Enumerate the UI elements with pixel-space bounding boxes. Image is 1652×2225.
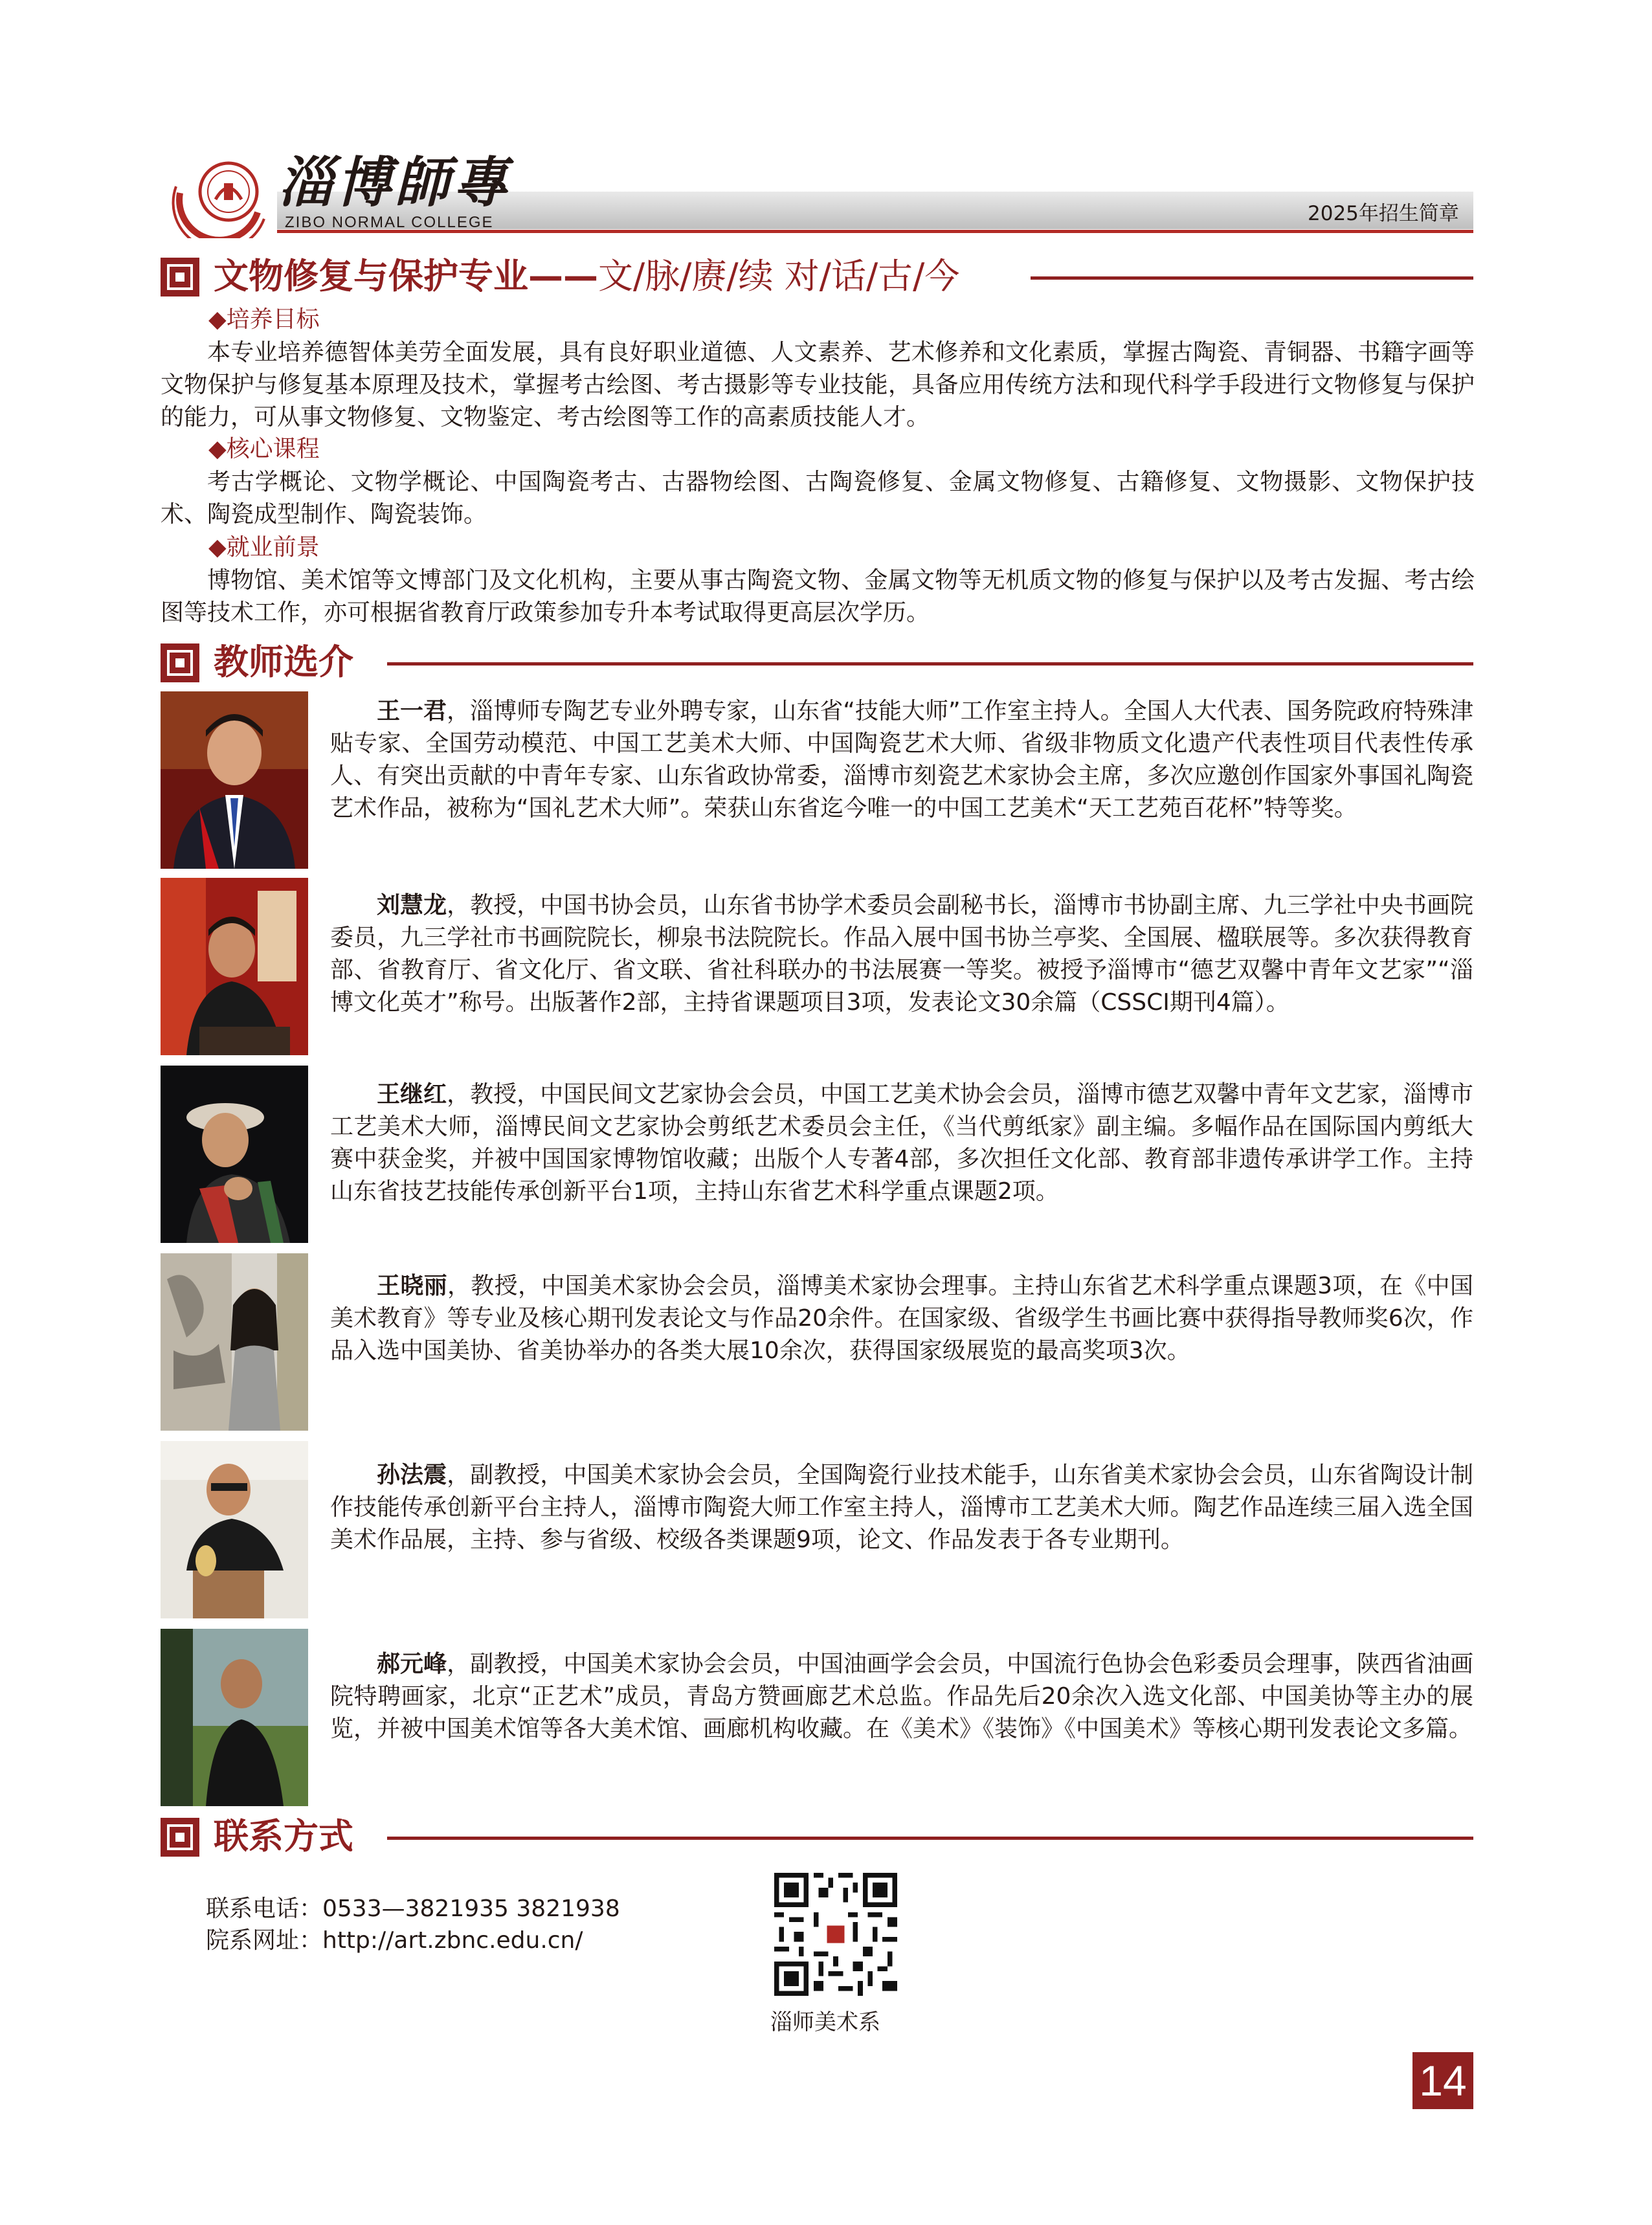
teacher-bio: 王继红，教授，中国民间文艺家协会会员，中国工艺美术协会会员，淄博市德艺双馨中青年文艺家，淄博市工艺美术大师，淄博民间文艺家协会剪纸艺术委员会主任，《当代剪纸家》副主编。多幅作品在国际国内剪纸大赛中获金奖，并被中国国家博物馆收藏；出版个人专著4部，多次担任文化部、教育部非遗传承讲学工作。主持山东省技艺技能传承创新平台1项，主持山东省艺术科学重点课题2项。: [330, 1081, 1473, 1205]
teacher-name: 王晓丽: [377, 1273, 447, 1299]
section-icon: [161, 643, 199, 682]
job-text: 博物馆、美术馆等文博部门及文化机构，主要从事古陶瓷文物、金属文物等无机质文物的修复与保护以及考古发掘、考古绘图等技术工作，亦可根据省教育厅政策参加专升本考试取得更高层次学历。: [161, 567, 1475, 626]
teacher-photo: [161, 878, 308, 1055]
course-text: 考古学概论、文物学概论、中国陶瓷考古、古器物绘图、古陶瓷修复、金属文物修复、古籍修复、文物摄影、文物保护技术、陶瓷成型制作、陶瓷装饰。: [161, 469, 1475, 528]
college-emblem-icon: [167, 148, 277, 238]
college-logo-english: ZIBO NORMAL COLLEGE: [285, 214, 494, 231]
course-heading: ◆核心课程: [208, 436, 320, 462]
section-rule: [1031, 276, 1473, 280]
page-number: 14: [1412, 2052, 1473, 2109]
teacher-name: 王一君: [377, 698, 447, 724]
teacher-photo: [161, 1441, 308, 1618]
section-icon: [161, 258, 199, 296]
contact-website[interactable]: 院系网址：http://art.zbnc.edu.cn/: [206, 1927, 583, 1954]
teacher-name: 王继红: [377, 1081, 447, 1108]
contact-title: 联系方式: [214, 1816, 353, 1857]
teacher-bio: 郝元峰，副教授，中国美术家协会会员，中国油画学会会员，中国流行色协会色彩委员会理事，陕西省油画院特聘画家，北京“正艺术”成员，青岛方赞画廊艺术总监。作品先后20余次入选文化部、中国美协等主办的展览，并被中国美术馆等各大美术馆、画廊机构收藏。在《美术》《装饰》《中国美术》等核心期刊发表论文多篇。: [330, 1651, 1473, 1742]
job-heading: ◆就业前景: [208, 534, 320, 561]
teacher-bio: 刘慧龙，教授，中国书协会员，山东省书协学术委员会副秘书长，淄博市书协副主席、九三学社中央书画院委员，九三学社市书画院院长，柳泉书法院院长。作品入展中国书协兰亭奖、全国展、楹联展等。多次获得教育部、省教育厅、省文化厅、省文联、省社科联办的书法展赛一等奖。被授予淄博市“德艺双馨中青年文艺家”“淄博文化英才”称号。出版著作2部，主持省课题项目3项，发表论文30余篇（CSSCI期刊4篇）。: [330, 892, 1473, 1016]
goal-text: 本专业培养德智体美劳全面发展，具有良好职业道德、人文素养、艺术修养和文化素质，掌握古陶瓷、青铜器、书籍字画等文物保护与修复基本原理及技术，掌握考古绘图、考古摄影等专业技能，具备应用传统方法和现代科学手段进行文物修复与保护的能力，可从事文物修复、文物鉴定、考古绘图等工作的高素质技能人才。: [161, 339, 1475, 430]
teacher-name: 郝元峰: [377, 1651, 447, 1677]
goal-heading: ◆培养目标: [208, 306, 320, 333]
contact-phone: 联系电话：0533—3821935 3821938: [206, 1895, 620, 1922]
teacher-bio: 孙法震，副教授，中国美术家协会会员，全国陶瓷行业技术能手，山东省美术家协会会员，山东省陶设计制作技能传承创新平台主持人，淄博市陶瓷大师工作室主持人，淄博市工艺美术大师。陶艺作品连续三届入选全国美术作品展，主持、参与省级、校级各类课题9项，论文、作品发表于各专业期刊。: [330, 1462, 1473, 1553]
teacher-photo: [161, 1066, 308, 1243]
teacher-photo: [161, 691, 308, 869]
teacher-bio: 王一君，淄博师专陶艺专业外聘专家，山东省“技能大师”工作室主持人。全国人大代表、国务院政府特殊津贴专家、全国劳动模范、中国工艺美术大师、中国陶瓷艺术大师、省级非物质文化遗产代表性项目代表性传承人、有突出贡献的中青年专家、山东省政协常委，淄博市刻瓷艺术家协会主席，多次应邀创作国家外事国礼陶瓷艺术作品，被称为“国礼艺术大师”。荣获山东省迄今唯一的中国工艺美术“天工艺苑百花杯”特等奖。: [330, 698, 1473, 822]
teacher-name: 刘慧龙: [377, 892, 447, 919]
major-title: 文物修复与保护专业——文/脉/赓/续 对/话/古/今: [214, 256, 960, 296]
teacher-photo: [161, 1253, 308, 1431]
section-rule: [387, 662, 1473, 665]
section-rule: [387, 1837, 1473, 1840]
qr-code-icon: [774, 1873, 897, 1996]
teacher-name: 孙法震: [377, 1462, 447, 1488]
brochure-title: 2025年招生简章: [1308, 202, 1459, 225]
qr-caption: 淄师美术系: [770, 2009, 880, 2035]
college-logo-text: 淄博師專: [278, 150, 512, 214]
teacher-bio: 王晓丽，教授，中国美术家协会会员，淄博美术家协会理事。主持山东省艺术科学重点课题3项，在《中国美术教育》等专业及核心期刊发表论文与作品20余件。在国家级、省级学生书画比赛中获得指导教师奖6次，作品入选中国美协、省美协举办的各类大展10余次，获得国家级展览的最高奖项3次。: [330, 1273, 1473, 1364]
section-icon: [161, 1818, 199, 1857]
teacher-photo: [161, 1629, 308, 1806]
teachers-title: 教师选介: [214, 642, 353, 682]
